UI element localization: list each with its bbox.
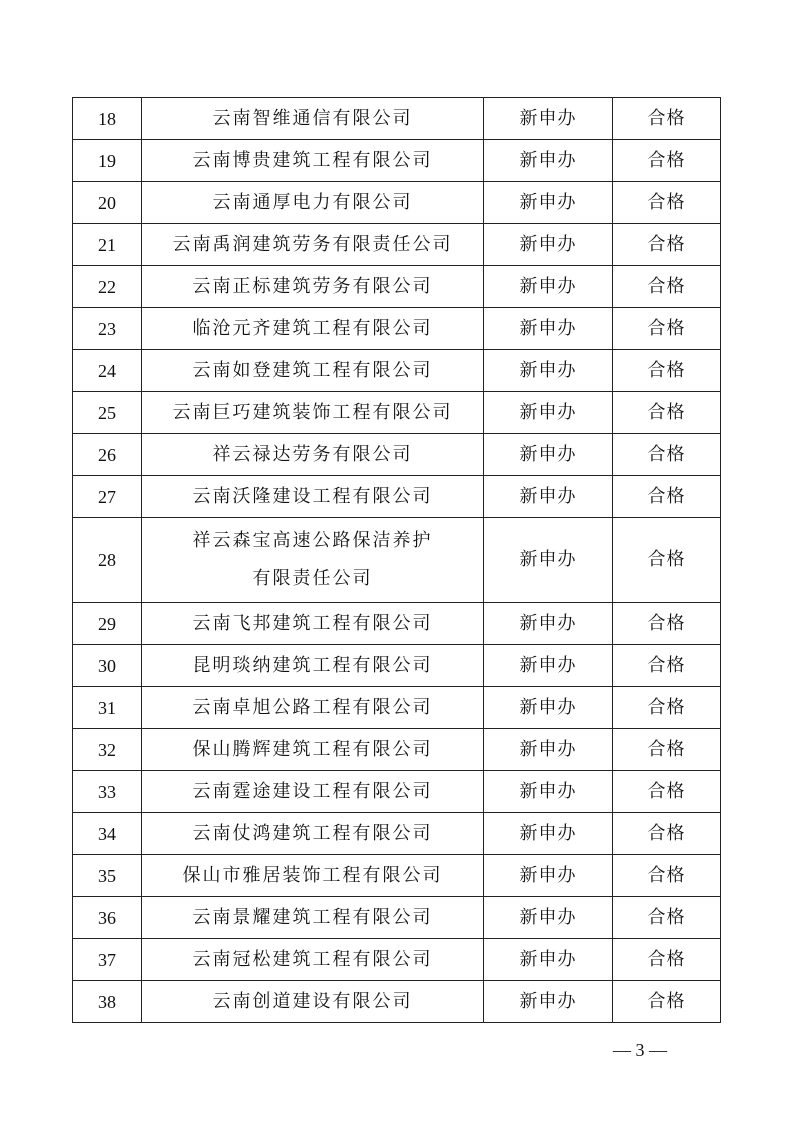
table-row xyxy=(73,645,721,687)
table-row xyxy=(73,266,721,308)
application-type-cell: 新申办 xyxy=(484,476,613,518)
result-cell: 合格 xyxy=(613,350,721,392)
result-cell: 合格 xyxy=(613,476,721,518)
row-number: 33 xyxy=(73,771,142,813)
application-type-cell: 新申办 xyxy=(484,981,613,1023)
result-cell: 合格 xyxy=(613,266,721,308)
application-type-cell: 新申办 xyxy=(484,434,613,476)
company-name-cell: 云南博贵建筑工程有限公司 xyxy=(142,140,484,182)
application-type-cell: 新申办 xyxy=(484,140,613,182)
table-row xyxy=(73,603,721,645)
result-cell: 合格 xyxy=(613,392,721,434)
application-type-cell: 新申办 xyxy=(484,813,613,855)
company-name-line-1: 祥云森宝高速公路保洁养护 xyxy=(192,530,433,551)
table-row xyxy=(73,771,721,813)
table-row xyxy=(73,518,721,603)
result-cell: 合格 xyxy=(613,603,721,645)
application-type-cell: 新申办 xyxy=(484,392,613,434)
company-name-cell: 云南正标建筑劳务有限公司 xyxy=(142,266,484,308)
table-row xyxy=(73,98,721,140)
company-name-cell: 昆明琰纳建筑工程有限公司 xyxy=(142,645,484,687)
result-cell: 合格 xyxy=(613,224,721,266)
row-number: 31 xyxy=(73,687,142,729)
row-number: 23 xyxy=(73,308,142,350)
row-number: 37 xyxy=(73,939,142,981)
application-type-cell: 新申办 xyxy=(484,266,613,308)
result-cell: 合格 xyxy=(613,813,721,855)
result-cell: 合格 xyxy=(613,98,721,140)
company-name-cell: 云南如登建筑工程有限公司 xyxy=(142,350,484,392)
application-type-cell: 新申办 xyxy=(484,224,613,266)
result-cell: 合格 xyxy=(613,434,721,476)
row-number: 21 xyxy=(73,224,142,266)
company-name-cell: 临沧元齐建筑工程有限公司 xyxy=(142,308,484,350)
row-number: 18 xyxy=(73,98,142,140)
result-cell: 合格 xyxy=(613,771,721,813)
company-name-cell: 云南霆途建设工程有限公司 xyxy=(142,771,484,813)
row-number: 34 xyxy=(73,813,142,855)
application-type-cell: 新申办 xyxy=(484,350,613,392)
row-number: 30 xyxy=(73,645,142,687)
row-number: 38 xyxy=(73,981,142,1023)
company-name-cell: 保山腾辉建筑工程有限公司 xyxy=(142,729,484,771)
row-number: 29 xyxy=(73,603,142,645)
company-name-cell: 云南沃隆建设工程有限公司 xyxy=(142,476,484,518)
application-type-cell: 新申办 xyxy=(484,771,613,813)
application-type-cell: 新申办 xyxy=(484,939,613,981)
result-cell: 合格 xyxy=(613,308,721,350)
row-number: 35 xyxy=(73,855,142,897)
row-number: 22 xyxy=(73,266,142,308)
row-number: 19 xyxy=(73,140,142,182)
row-number: 28 xyxy=(73,518,142,603)
company-name-cell xyxy=(142,518,484,603)
result-cell: 合格 xyxy=(613,855,721,897)
application-type-cell: 新申办 xyxy=(484,98,613,140)
result-cell: 合格 xyxy=(613,981,721,1023)
result-cell: 合格 xyxy=(613,729,721,771)
application-type-cell: 新申办 xyxy=(484,603,613,645)
application-type-cell: 新申办 xyxy=(484,855,613,897)
table-row xyxy=(73,981,721,1023)
company-name-cell: 云南飞邦建筑工程有限公司 xyxy=(142,603,484,645)
result-cell: 合格 xyxy=(613,897,721,939)
application-type-cell: 新申办 xyxy=(484,687,613,729)
row-number: 24 xyxy=(73,350,142,392)
application-type-cell: 新申办 xyxy=(484,182,613,224)
company-name-cell: 云南禹润建筑劳务有限责任公司 xyxy=(142,224,484,266)
company-roster-table xyxy=(72,97,721,1023)
table-row xyxy=(73,224,721,266)
table-row xyxy=(73,855,721,897)
company-name-cell: 云南智维通信有限公司 xyxy=(142,98,484,140)
row-number: 27 xyxy=(73,476,142,518)
table-body xyxy=(73,98,721,1023)
company-name-cell: 云南仗鸿建筑工程有限公司 xyxy=(142,813,484,855)
result-cell: 合格 xyxy=(613,140,721,182)
row-number: 25 xyxy=(73,392,142,434)
row-number: 32 xyxy=(73,729,142,771)
row-number: 26 xyxy=(73,434,142,476)
row-number: 20 xyxy=(73,182,142,224)
application-type-cell: 新申办 xyxy=(484,897,613,939)
row-number: 36 xyxy=(73,897,142,939)
company-name-cell: 云南创道建设有限公司 xyxy=(142,981,484,1023)
company-name-cell: 保山市雅居装饰工程有限公司 xyxy=(142,855,484,897)
table-row xyxy=(73,140,721,182)
result-cell: 合格 xyxy=(613,645,721,687)
table-row xyxy=(73,182,721,224)
company-name-cell: 云南景耀建筑工程有限公司 xyxy=(142,897,484,939)
application-type-cell: 新申办 xyxy=(484,308,613,350)
table-row xyxy=(73,434,721,476)
result-cell: 合格 xyxy=(613,687,721,729)
company-name-cell: 云南卓旭公路工程有限公司 xyxy=(142,687,484,729)
application-type-cell: 新申办 xyxy=(484,518,613,603)
result-cell: 合格 xyxy=(613,182,721,224)
table-row xyxy=(73,729,721,771)
company-name-cell: 云南冠松建筑工程有限公司 xyxy=(142,939,484,981)
table-row xyxy=(73,813,721,855)
table-row xyxy=(73,392,721,434)
table-row xyxy=(73,687,721,729)
result-cell: 合格 xyxy=(613,939,721,981)
table-row xyxy=(73,308,721,350)
result-cell: 合格 xyxy=(613,518,721,603)
application-type-cell: 新申办 xyxy=(484,645,613,687)
table-row xyxy=(73,939,721,981)
company-name-line-2: 有限责任公司 xyxy=(252,568,373,589)
company-name-cell: 祥云禄达劳务有限公司 xyxy=(142,434,484,476)
company-name-cell: 云南通厚电力有限公司 xyxy=(142,182,484,224)
application-type-cell: 新申办 xyxy=(484,729,613,771)
page-number: — 3 — xyxy=(613,1040,667,1060)
table-row xyxy=(73,350,721,392)
company-name-cell: 云南巨巧建筑装饰工程有限公司 xyxy=(142,392,484,434)
table-row xyxy=(73,476,721,518)
table-row xyxy=(73,897,721,939)
